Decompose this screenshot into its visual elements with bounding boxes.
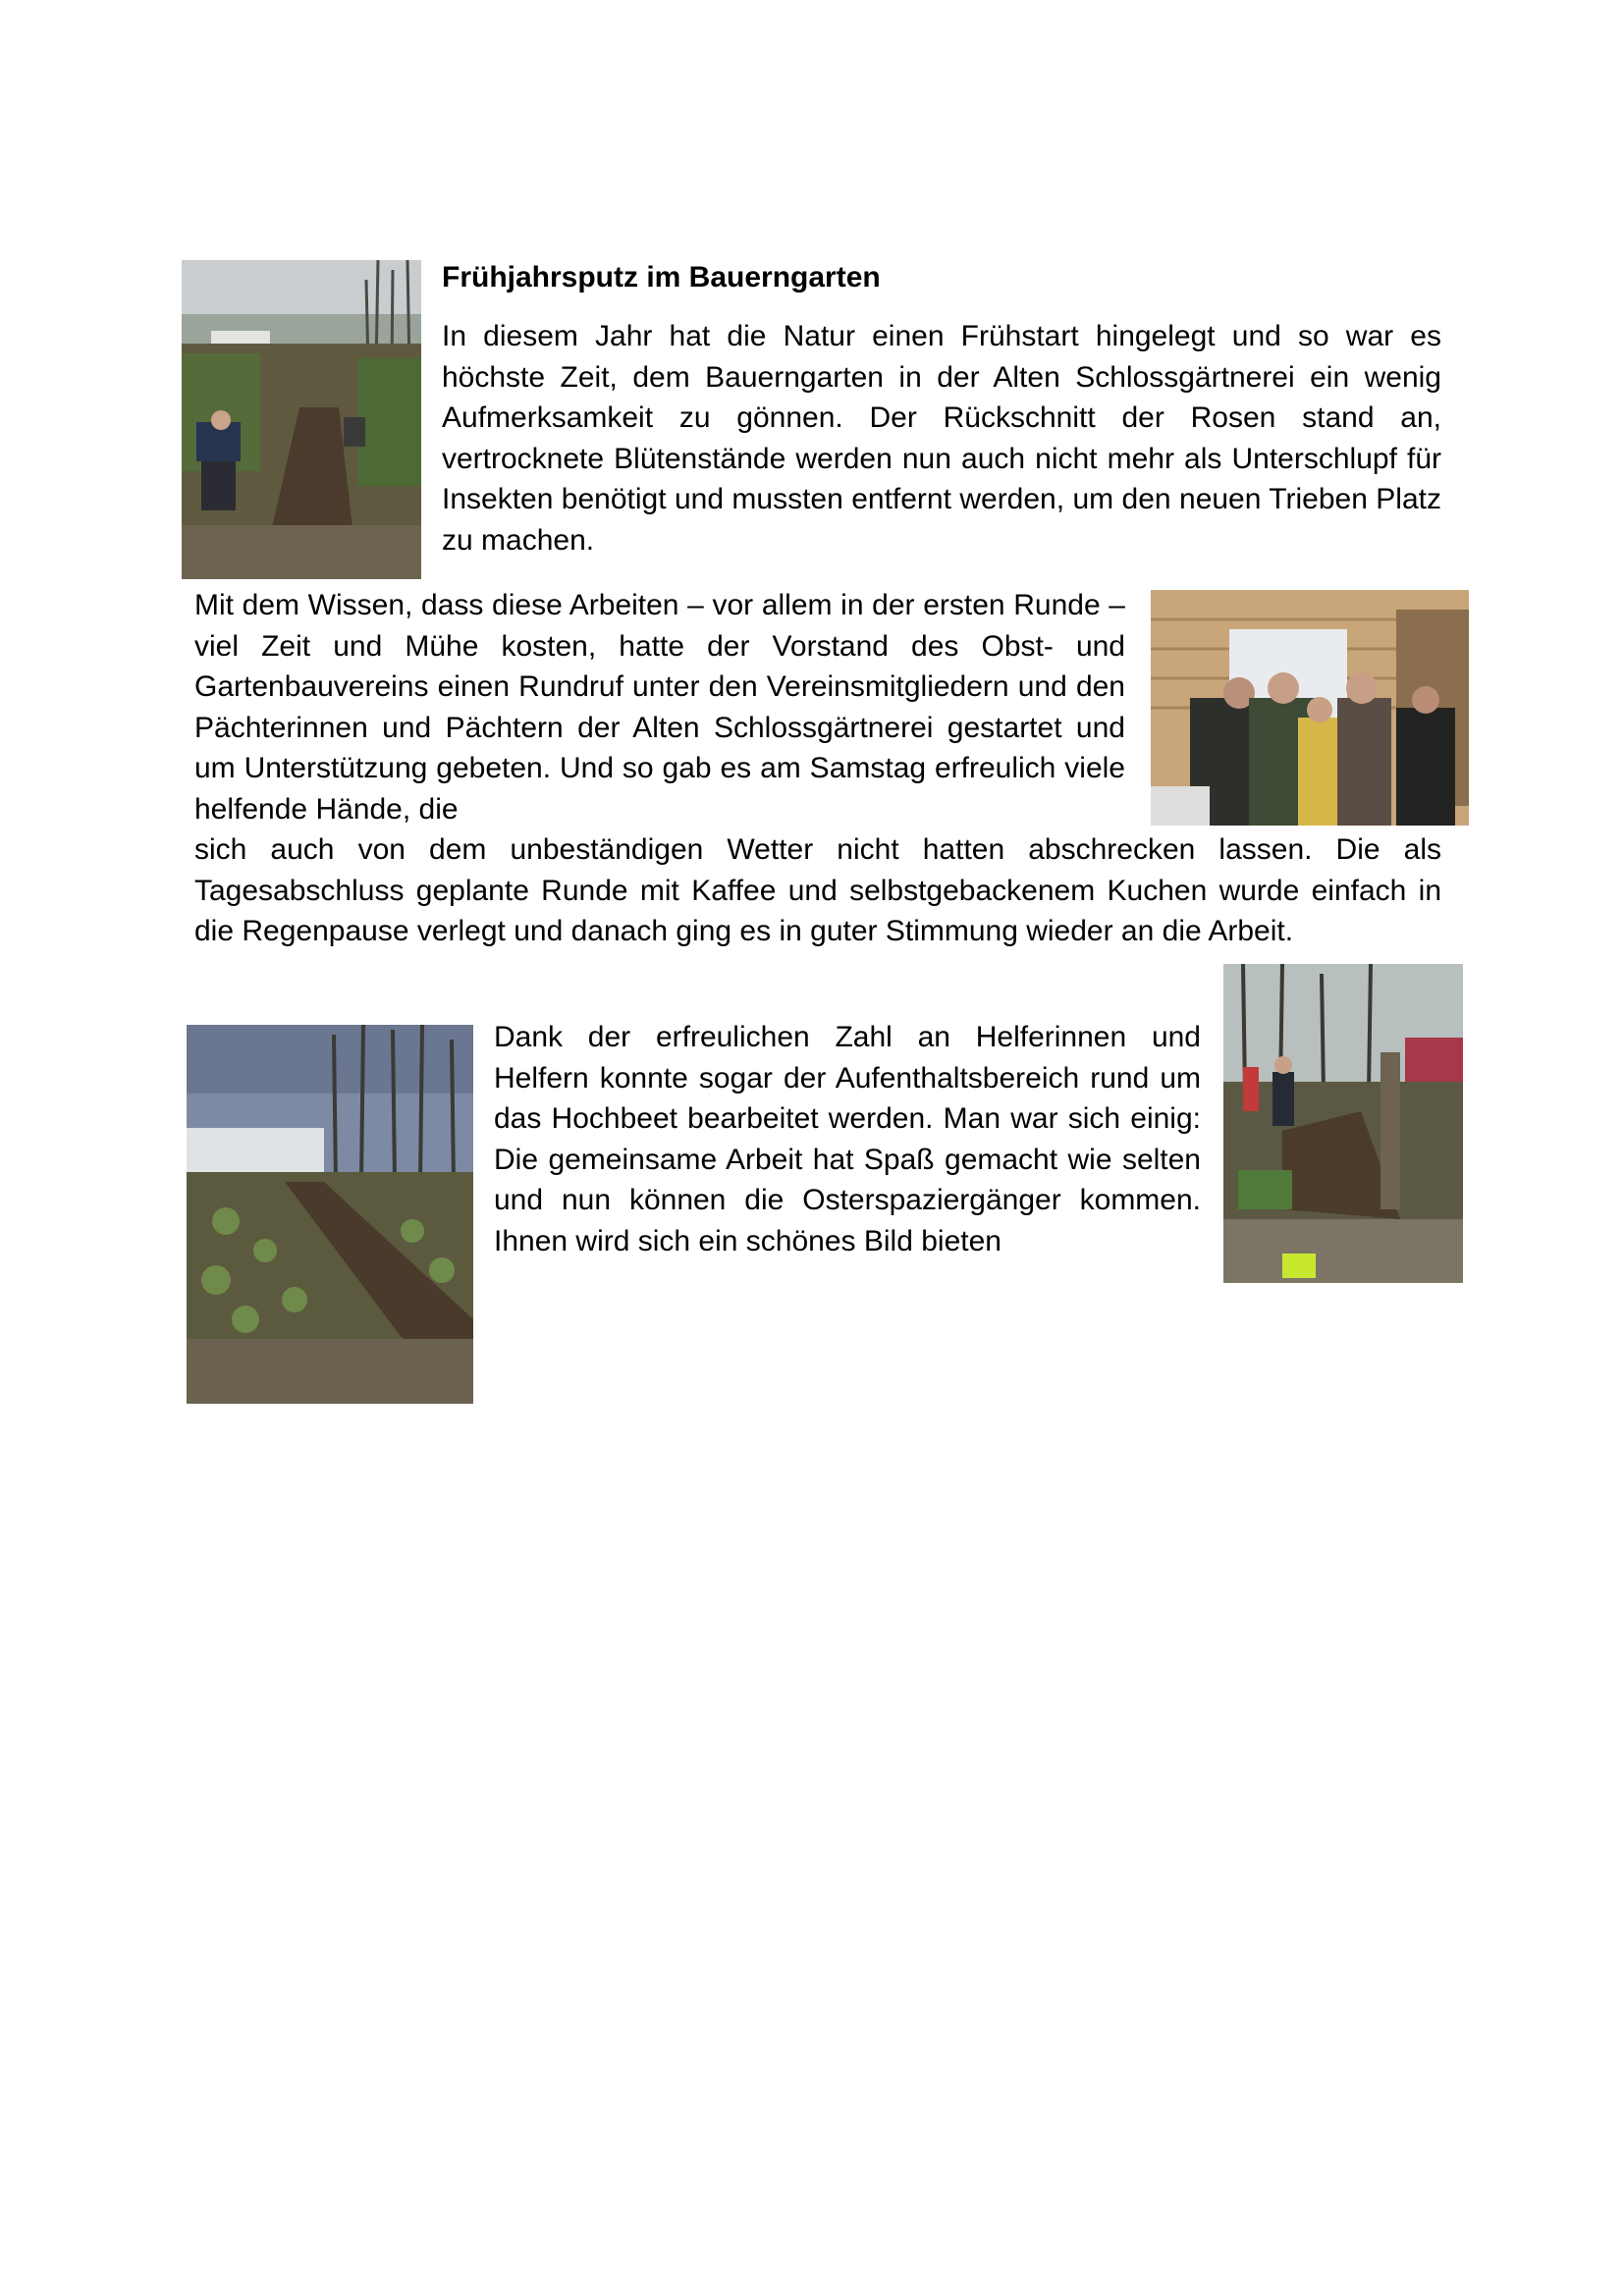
body-paragraph-part1: Mit dem Wissen, dass diese Arbeiten – vor allem in der ersten Runde – viel Zeit und Mühe kosten, hatte der Vorstand des Obst- und Gartenbauvereins einen Rundruf unter den Vereinsmitgliedern und den Pächterinnen und Pächtern der Alten Schlossgärtnerei gestartet und um Unterstützung gebeten. Und so gab es am Samstag erfreulich viele helfende Hände, die bbox=[194, 589, 1125, 826]
garden-work-photo bbox=[182, 260, 421, 579]
article-title: Frühjahrsputz im Bauerngarten bbox=[442, 261, 881, 294]
intro-paragraph: In diesem Jahr hat die Natur einen Frühstart hingelegt und so war es höchste Zeit, dem Bauerngarten in der Alten Schlossgärtnerei ein wenig Aufmerksamkeit zu gönnen. Der Rückschnitt der Rosen stand an, vertrocknete Blütenstände werden nun auch nicht mehr als Unterschlupf für Insekten benötigt und mussten entfernt werden, um den neuen Trieben Platz zu machen. bbox=[442, 320, 1441, 557]
garden-beds-photo bbox=[187, 1025, 473, 1404]
group-indoor-photo bbox=[1151, 590, 1469, 826]
closing-paragraph: Dank der erfreulichen Zahl an Helferinnen und Helfern konnte sogar der Aufenthaltsbereich rund um das Hochbeet bearbeitet werden. Man war sich einig: Die gemeinsame Arbeit hat Spaß gemacht wie selten und nun können die Osterspaziergänger kommen. Ihnen wird sich ein schönes Bild bieten bbox=[494, 1021, 1201, 1257]
body-paragraph-part2: sich auch von dem unbeständigen Wetter nicht hatten abschrecken lassen. Die als Tagesabschluss geplante Runde mit Kaffee und selbstgebackenem Kuchen wurde einfach in die Regenpause verlegt und danach ging es in guter Stimmung wieder an die Arbeit. bbox=[194, 833, 1441, 947]
raised-bed-photo bbox=[1223, 964, 1463, 1283]
